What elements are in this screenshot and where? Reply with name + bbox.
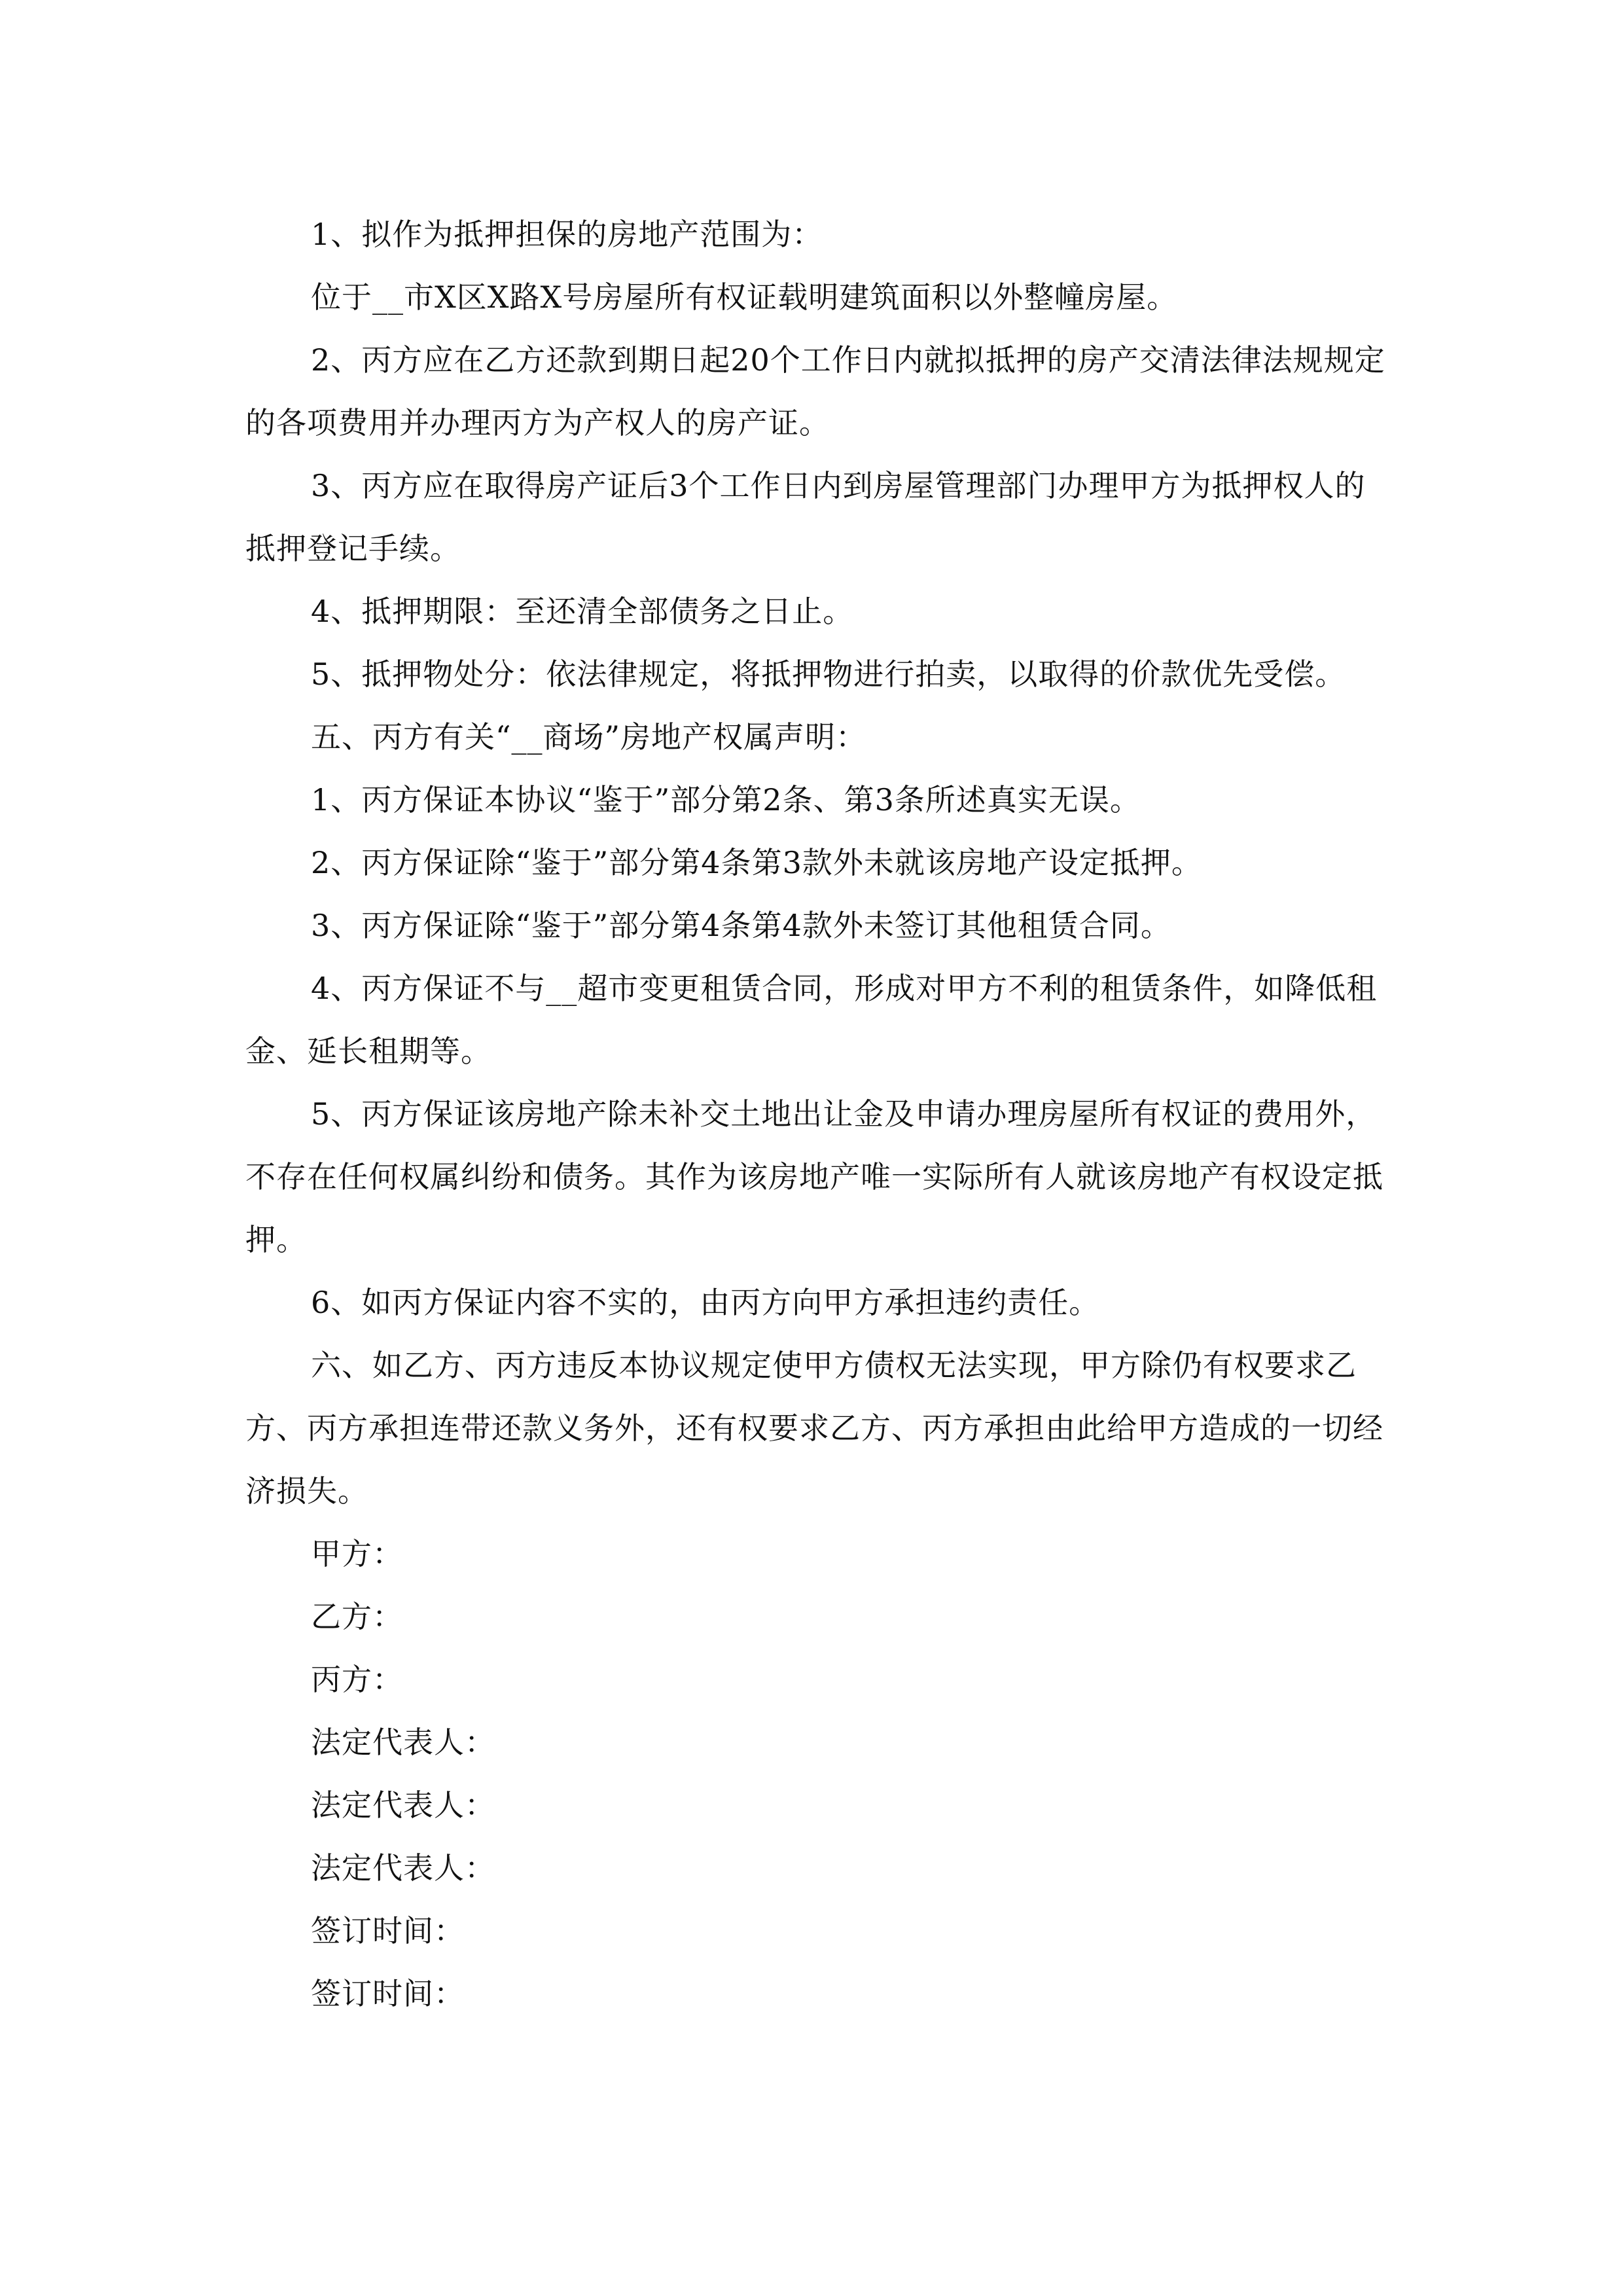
clause-paragraph: 4、丙方保证不与__超市变更租赁合同，形成对甲方不利的租赁条件，如降低租金、延长租期等。: [245, 971, 1378, 1069]
signature-line-legal-rep: 法定代表人：: [311, 1787, 495, 1823]
signature-line-party-c: 丙方：: [311, 1662, 403, 1697]
signature-block: [245, 1522, 1387, 2025]
clause-paragraph: 2、丙方保证除“鉴于”部分第4条第3款外未就该房地产设定抵押。: [311, 845, 1202, 880]
clause-paragraph: 1、丙方保证本协议“鉴于”部分第2条、第3条所述真实无误。: [311, 782, 1141, 817]
clause-paragraph: 3、丙方应在取得房产证后3个工作日内到房屋管理部门办理甲方为抵押权人的抵押登记手续。: [245, 468, 1366, 566]
document-body: [245, 203, 1387, 2025]
signature-line-date: 签订时间：: [311, 1976, 465, 2011]
clause-paragraph: 5、丙方保证该房地产除未补交土地出让金及申请办理房屋所有权证的费用外，不存在任何权属纠纷和债务。其作为该房地产唯一实际所有人就该房地产有权设定抵押。: [245, 1096, 1383, 1257]
signature-line-party-a: 甲方：: [311, 1536, 403, 1571]
signature-line-legal-rep: 法定代表人：: [311, 1725, 495, 1760]
signature-line-date: 签订时间：: [311, 1913, 465, 1948]
clause-paragraph: 5、抵押物处分：依法律规定，将抵押物进行拍卖，以取得的价款优先受偿。: [311, 656, 1346, 692]
clause-paragraph: 1、拟作为抵押担保的房地产范围为：: [311, 217, 823, 252]
clause-paragraph: 位于__市X区X路X号房屋所有权证载明建筑面积以外整幢房屋。: [311, 279, 1178, 315]
signature-line-legal-rep: 法定代表人：: [311, 1850, 495, 1886]
clause-paragraph: 2、丙方应在乙方还款到期日起20个工作日内就拟抵押的房产交清法律法规规定的各项费用并办理丙方为产权人的房产证。: [245, 342, 1385, 440]
clause-paragraph: 4、抵押期限：至还清全部债务之日止。: [311, 594, 854, 629]
section-heading: 六、如乙方、丙方违反本协议规定使甲方债权无法实现，甲方除仍有权要求乙方、丙方承担连带还款义务外，还有权要求乙方、丙方承担由此给甲方造成的一切经济损失。: [245, 1348, 1383, 1509]
clause-paragraph: 6、如丙方保证内容不实的，由丙方向甲方承担违约责任。: [311, 1285, 1100, 1320]
clause-paragraph: 3、丙方保证除“鉴于”部分第4条第4款外未签订其他租赁合同。: [311, 908, 1171, 943]
section-heading: 五、丙方有关“__商场”房地产权属声明：: [311, 719, 867, 755]
signature-line-party-b: 乙方：: [311, 1599, 403, 1634]
